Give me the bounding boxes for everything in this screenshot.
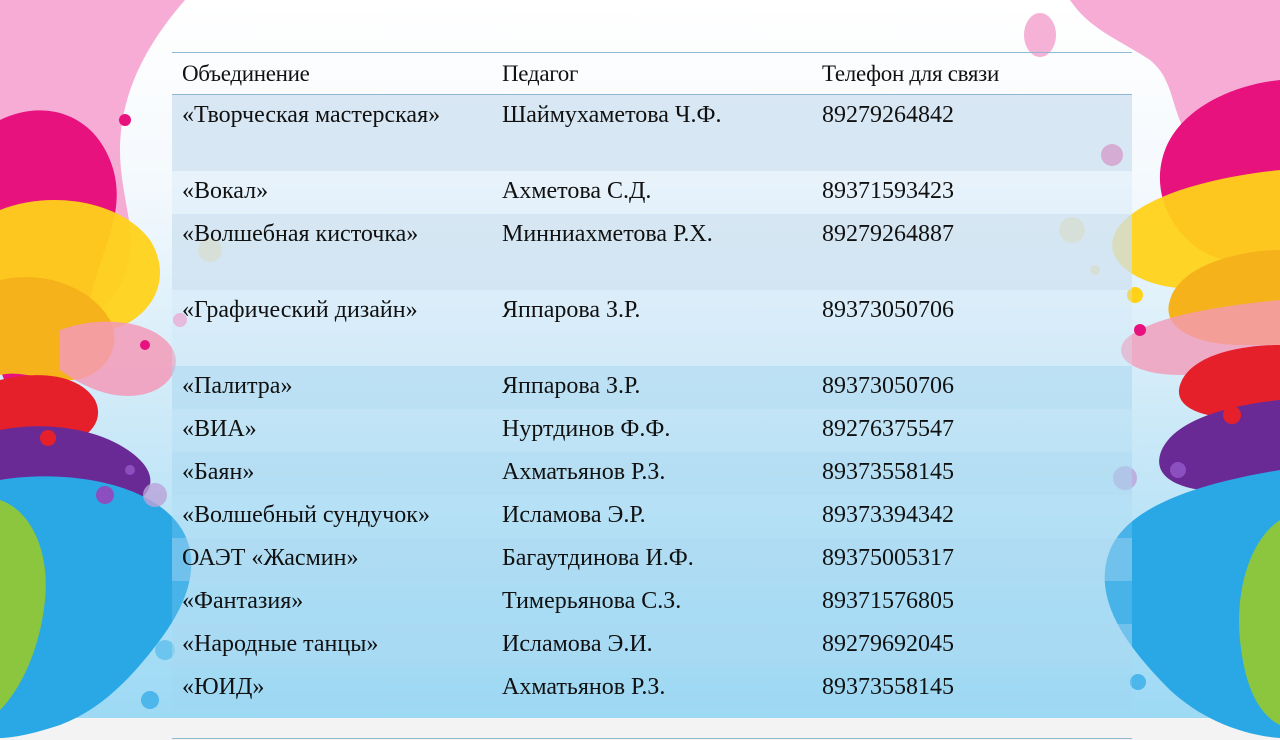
teacher-cell: Тимерьянова С.З.	[502, 588, 682, 614]
phone-cell: 89371593423	[822, 178, 954, 204]
association-cell: «Баян»	[182, 459, 255, 485]
table-row	[172, 409, 1132, 452]
left-dot	[40, 430, 56, 446]
right-dot	[1170, 462, 1186, 478]
association-cell: «Фантазия»	[182, 588, 304, 614]
phone-cell: 89279692045	[822, 631, 954, 657]
table-row	[172, 452, 1132, 495]
table-row	[172, 171, 1132, 214]
left-dot	[96, 486, 114, 504]
phone-cell: 89375005317	[822, 545, 954, 571]
association-cell: «Волшебная кисточка»	[182, 221, 419, 247]
association-cell: «ЮИД»	[182, 674, 265, 700]
teacher-cell: Багаутдинова И.Ф.	[502, 545, 694, 571]
right-dot	[1223, 406, 1241, 424]
association-cell: «ВИА»	[182, 416, 257, 442]
left-dot	[119, 114, 131, 126]
teacher-cell: Ахматьянов Р.З.	[502, 674, 666, 700]
phone-cell: 89279264887	[822, 221, 954, 247]
association-cell: «Палитра»	[182, 373, 293, 399]
association-cell: ОАЭТ «Жасмин»	[182, 545, 359, 571]
phone-cell: 89279264842	[822, 102, 954, 128]
phone-cell: 89371576805	[822, 588, 954, 614]
phone-cell: 89373394342	[822, 502, 954, 528]
phone-cell: 89373558145	[822, 674, 954, 700]
teacher-cell: Исламова Э.Р.	[502, 502, 646, 528]
table-row	[172, 538, 1132, 581]
table-row	[172, 667, 1132, 710]
association-cell: «Графический дизайн»	[182, 297, 418, 323]
association-cell: «Творческая мастерская»	[182, 102, 441, 128]
right-dot	[1141, 551, 1159, 569]
contacts-table	[172, 52, 1132, 710]
table-row	[172, 95, 1132, 171]
association-cell: «Вокал»	[182, 178, 269, 204]
right-blob	[1024, 13, 1056, 57]
phone-cell: 89276375547	[822, 416, 954, 442]
table-row	[172, 495, 1132, 538]
table-row	[172, 624, 1132, 667]
table-row	[172, 290, 1132, 366]
phone-cell: 89373558145	[822, 459, 954, 485]
table-row	[172, 366, 1132, 409]
teacher-cell: Нуртдинов Ф.Ф.	[502, 416, 671, 442]
header-teacher: Педагог	[502, 61, 579, 86]
left-dot	[141, 691, 159, 709]
table-bottom-rule	[172, 738, 1132, 739]
teacher-cell: Исламова Э.И.	[502, 631, 653, 657]
phone-cell: 89373050706	[822, 373, 954, 399]
right-dot	[1134, 324, 1146, 336]
table-row	[172, 581, 1132, 624]
association-cell: «Народные танцы»	[182, 631, 379, 657]
left-dot	[140, 340, 150, 350]
left-dot	[137, 582, 153, 598]
teacher-cell: Ахметова С.Д.	[502, 178, 652, 204]
table-row	[172, 214, 1132, 290]
teacher-cell: Минниахметова Р.Х.	[502, 221, 713, 247]
teacher-cell: Яппарова З.Р.	[502, 373, 641, 399]
right-dot	[1130, 674, 1146, 690]
teacher-cell: Яппарова З.Р.	[502, 297, 641, 323]
header-phone: Телефон для связи	[822, 61, 999, 86]
association-cell: «Волшебный сундучок»	[182, 502, 430, 528]
teacher-cell: Ахматьянов Р.З.	[502, 459, 666, 485]
phone-cell: 89373050706	[822, 297, 954, 323]
left-dot	[143, 483, 167, 507]
left-dot	[125, 465, 135, 475]
teacher-cell: Шаймухаметова Ч.Ф.	[502, 102, 722, 128]
table-header-row	[172, 53, 1132, 95]
header-association: Объединение	[182, 61, 310, 86]
